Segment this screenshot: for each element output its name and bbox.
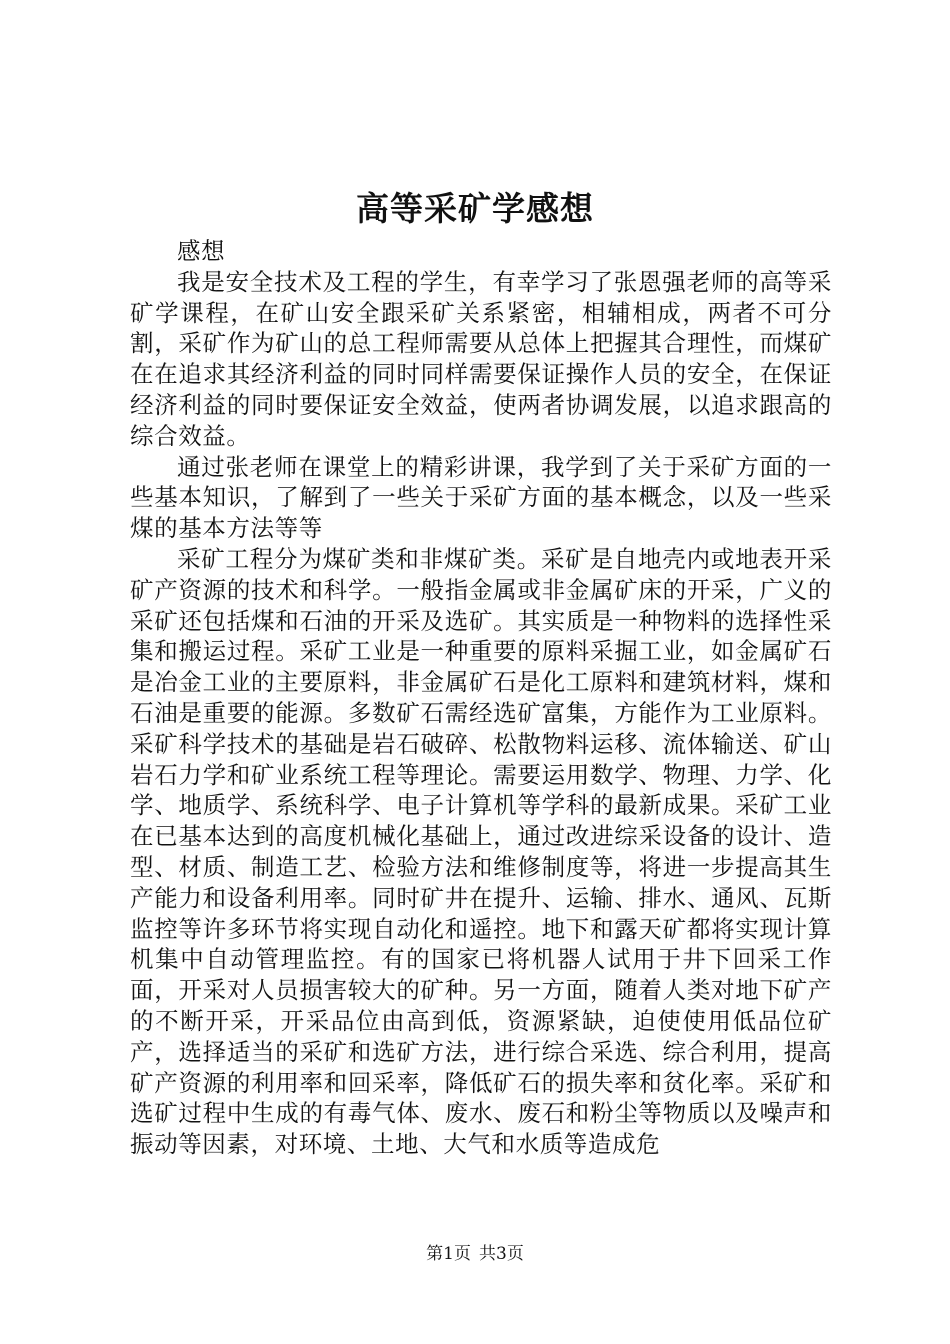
paragraph: 通过张老师在课堂上的精彩讲课，我学到了关于采矿方面的一些基本知识，了解到了一些关于采矿方面的基本概念，以及一些采煤的基本方法等等 bbox=[130, 452, 832, 543]
page-total: 共3页 bbox=[479, 1244, 524, 1264]
document-body bbox=[130, 236, 832, 1160]
document-title: 高等采矿学感想 bbox=[356, 189, 594, 228]
paragraph: 采矿工程分为煤矿类和非煤矿类。采矿是自地壳内或地表开采矿产资源的技术和科学。一般指金属或非金属矿床的开采，广义的采矿还包括煤和石油的开采及选矿。其实质是一种物料的选择性采集和搬运过程。采矿工业是一种重要的原料采掘工业，如金属矿石是冶金工业的主要原料，非金属矿石是化工原料和建筑材料，煤和石油是重要的能源。多数矿石需经选矿富集，方能作为工业原料。采矿科学技术的基础是岩石破碎、松散物料运移、流体输送、矿山岩石力学和矿业系统工程等理论。需要运用数学、物理、力学、化学、地质学、系统科学、电子计算机等学科的最新成果。采矿工业在已基本达到的高度机械化基础上，通过改进综采设备的设计、造型、材质、制造工艺、检验方法和维修制度等，将进一步提高其生产能力和设备利用率。同时矿井在提升、运输、排水、通风、瓦斯监控等许多环节将实现自动化和遥控。地下和露天矿都将实现计算机集中自动管理监控。有的国家已将机器人试用于井下回采工作面，开采对人员损害较大的矿种。另一方面，随着人类对地下矿产的不断开采，开采品位由高到低，资源紧缺，迫使使用低品位矿产，选择适当的采矿和选矿方法，进行综合采选、综合利用，提高矿产资源的利用率和回采率，降低矿石的损失率和贫化率。采矿和选矿过程中生成的有毒气体、废水、废石和粉尘等物质以及噪声和振动等因素，对环境、土地、大气和水质等造成危 bbox=[130, 544, 832, 1159]
paragraph-heading: 感想 bbox=[177, 237, 226, 265]
page-footer bbox=[0, 1243, 950, 1265]
paragraph: 我是安全技术及工程的学生，有幸学习了张恩强老师的高等采矿学课程，在矿山安全跟采矿关系紧密，相辅相成，两者不可分割，采矿作为矿山的总工程师需要从总体上把握其合理性，而煤矿在在追求其经济利益的同时同样需要保证操作人员的安全，在保证经济利益的同时要保证安全效益，使两者协调发展，以追求跟高的综合效益。 bbox=[130, 267, 832, 450]
page-number: 第1页 bbox=[426, 1244, 471, 1264]
